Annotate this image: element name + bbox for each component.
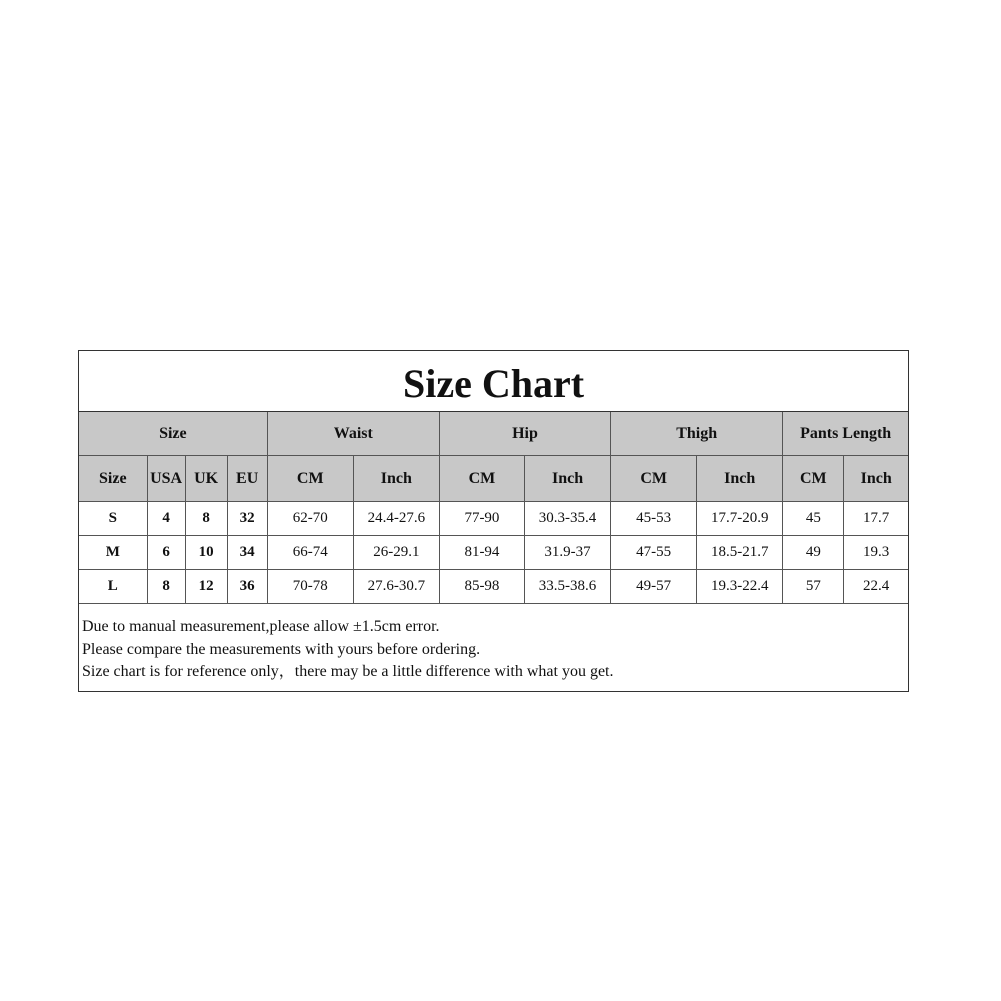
- table-cell: 77-90: [439, 502, 524, 536]
- sub-header: Size: [79, 456, 147, 502]
- table-cell: 24.4-27.6: [353, 502, 439, 536]
- table-cell: 32: [227, 502, 267, 536]
- sub-header: CM: [267, 456, 353, 502]
- table-cell: 62-70: [267, 502, 353, 536]
- sub-header: CM: [439, 456, 524, 502]
- table-cell: 10: [185, 536, 227, 570]
- sub-header: CM: [611, 456, 697, 502]
- table-cell: 18.5-21.7: [697, 536, 783, 570]
- table-cell: 34: [227, 536, 267, 570]
- table-cell: 81-94: [439, 536, 524, 570]
- table-cell: M: [79, 536, 147, 570]
- table-cell: 36: [227, 570, 267, 604]
- chart-title: Size Chart: [79, 351, 908, 412]
- sub-header: EU: [227, 456, 267, 502]
- group-header-pants-length: Pants Length: [783, 412, 908, 456]
- table-cell: 85-98: [439, 570, 524, 604]
- table-cell: 33.5-38.6: [524, 570, 610, 604]
- table-cell: 45-53: [611, 502, 697, 536]
- table-cell: 6: [147, 536, 185, 570]
- sub-header: Inch: [524, 456, 610, 502]
- table-cell: 70-78: [267, 570, 353, 604]
- table-cell: 26-29.1: [353, 536, 439, 570]
- group-header-waist: Waist: [267, 412, 439, 456]
- table-row: [79, 536, 908, 570]
- table-cell: 57: [783, 570, 844, 604]
- note-line: Size chart is for reference only，there may be a little difference with what you get.: [82, 663, 614, 680]
- table-cell: 8: [147, 570, 185, 604]
- sub-header: USA: [147, 456, 185, 502]
- table-cell: 30.3-35.4: [524, 502, 610, 536]
- table-cell: 17.7: [844, 502, 908, 536]
- size-chart: [78, 350, 909, 692]
- sub-header: UK: [185, 456, 227, 502]
- sub-header-row: [79, 456, 908, 502]
- table-cell: 49-57: [611, 570, 697, 604]
- table-cell: 19.3-22.4: [697, 570, 783, 604]
- sub-header: CM: [783, 456, 844, 502]
- group-header-thigh: Thigh: [611, 412, 783, 456]
- table-cell: 22.4: [844, 570, 908, 604]
- size-table: [79, 412, 908, 604]
- table-row: [79, 502, 908, 536]
- table-cell: 4: [147, 502, 185, 536]
- sub-header: Inch: [844, 456, 908, 502]
- table-cell: 17.7-20.9: [697, 502, 783, 536]
- group-header-size: Size: [79, 412, 267, 456]
- group-header-row: [79, 412, 908, 456]
- table-cell: 27.6-30.7: [353, 570, 439, 604]
- table-cell: 31.9-37: [524, 536, 610, 570]
- notes: [79, 604, 908, 684]
- note-line: Due to manual measurement,please allow ±1.5cm error.: [82, 618, 440, 635]
- table-cell: 47-55: [611, 536, 697, 570]
- table-cell: S: [79, 502, 147, 536]
- table-cell: 66-74: [267, 536, 353, 570]
- table-cell: 12: [185, 570, 227, 604]
- table-cell: 49: [783, 536, 844, 570]
- group-header-hip: Hip: [439, 412, 610, 456]
- note-line: Please compare the measurements with yours before ordering.: [82, 640, 481, 658]
- table-cell: 8: [185, 502, 227, 536]
- table-row: [79, 570, 908, 604]
- table-cell: 19.3: [844, 536, 908, 570]
- sub-header: Inch: [353, 456, 439, 502]
- table-cell: L: [79, 570, 147, 604]
- table-cell: 45: [783, 502, 844, 536]
- sub-header: Inch: [697, 456, 783, 502]
